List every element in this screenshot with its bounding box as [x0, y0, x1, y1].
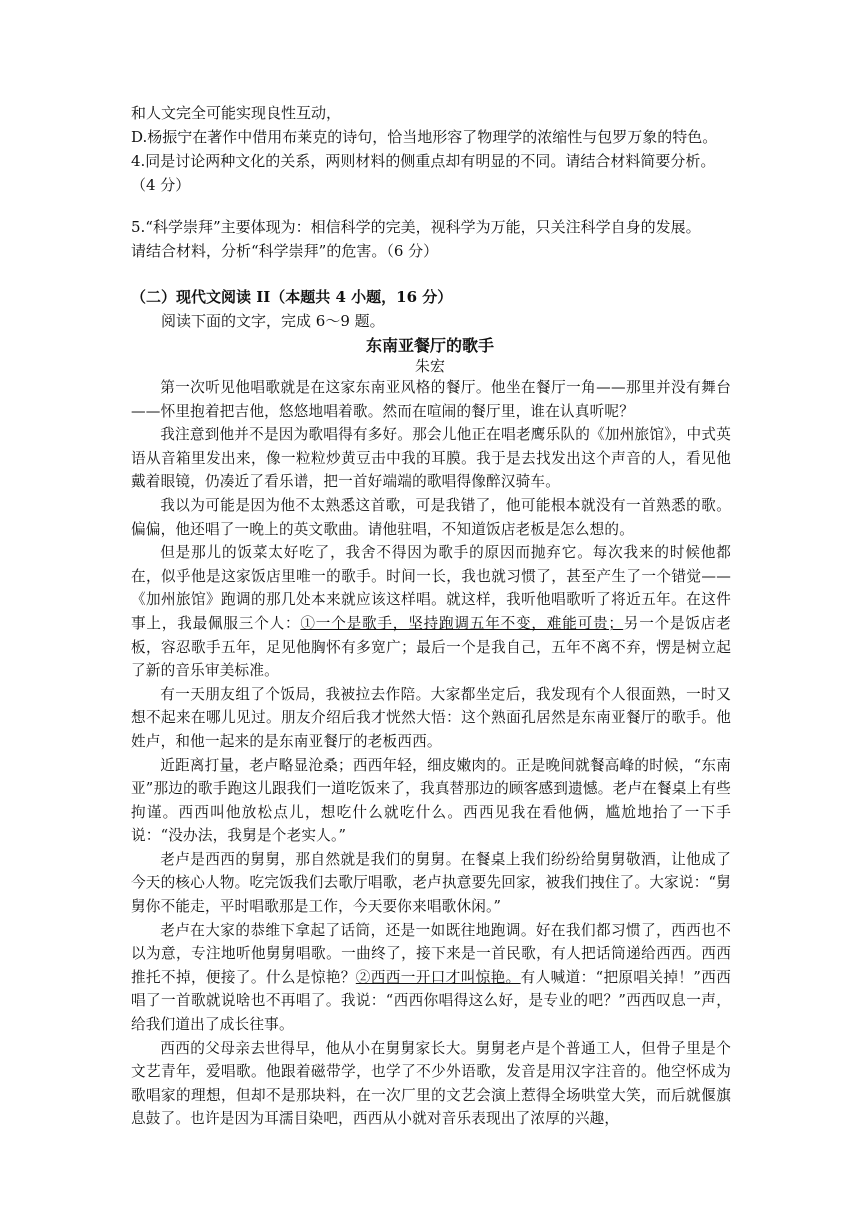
underlined-sentence-1: ①一个是歌手，坚持跑调五年不变，难能可贵； — [300, 614, 624, 632]
paragraph-6: 近距离打量，老卢略显沧桑；西西年轻，细皮嫩肉的。正是晚间就餐高峰的时候，“东南亚”那边的歌手跑这儿跟我们一道吃饭来了，我真替那边的顾客感到遗憾。老卢在餐桌上有些拘谨。西西叫他放松点儿，想吃什么就吃什么。西西见我在看他俩，尴尬地抬了一下手说：“没办法，我舅是个老实人。” — [131, 756, 731, 845]
paragraph-5: 有一天朋友组了个饭局，我被拉去作陪。大家都坐定后，我发现有个人很面熟，一时又想不起来在哪儿见过。朋友介绍后我才恍然大悟：这个熟面孔居然是东南亚餐厅的歌手。他姓卢，和他一起来的是东南亚餐厅的老板西西。 — [131, 685, 731, 750]
paragraph-3: 我以为可能是因为他不太熟悉这首歌，可是我错了，他可能根本就没有一首熟悉的歌。偏偏，他还唱了一晚上的英文歌曲。请他驻唱，不知道饭店老板是怎么想的。 — [131, 496, 731, 538]
article-title: 东南亚餐厅的歌手 — [365, 336, 494, 355]
paragraph-4-text-a: 但是那儿的饭菜太好吃了，我舍不得因为歌手的原因而抛弃它。每次我来的时候他都在，似乎他是这家饭店里唯一的歌手。时间一长，我也就习惯了，甚至产生了一个错觉——《加州旅馆》跑调的那几处本来就应该这样唱。就这样，我听他唱歌听了将近五年。在这件事上，我最佩服三个人： — [131, 544, 731, 632]
article-body — [131, 376, 731, 1131]
section-heading: （二）现代文阅读 II（本题共 4 小题，16 分） — [131, 288, 453, 306]
underlined-sentence-2: ②西西一开口才叫惊艳。 — [355, 968, 521, 986]
paragraph-9: 西西的父母亲去世得早，他从小在舅舅家长大。舅舅老卢是个普通工人，但骨子里是个文艺青年，爱唱歌。他跟着磁带学，也学了不少外语歌，发音是用汉字注音的。他空怀成为歌唱家的理想，但却不是那块料，在一次厂里的文艺会演上惹得全场哄堂大笑，而后就偃旗息鼓了。也许是因为耳濡目染吧，西西从小就对音乐表现出了浓厚的兴趣， — [131, 1039, 731, 1128]
paragraph-8 — [131, 919, 731, 1037]
paragraph-8-text-a: 老卢在大家的恭维下拿起了话筒，还是一如既往地跑调。好在我们都习惯了，西西也不以为意，专注地听他舅舅唱歌。一曲终了，接下来是一首民歌，有人把话筒递给西西。西西推托不掉，便接了。什么是惊艳？ — [131, 921, 731, 986]
question-3-option-c-tail: 和人文完全可能实现良性互动， — [131, 104, 342, 122]
question-3-option-d: D.杨振宁在著作中借用布莱克的诗句，恰当地形容了物理学的浓缩性与包罗万象的特色。 — [131, 128, 718, 146]
paragraph-4 — [131, 541, 731, 683]
paragraph-7: 老卢是西西的舅舅，那自然就是我们的舅舅。在餐桌上我们纷纷给舅舅敬酒，让他成了今天的核心人物。吃完饭我们去歌厅唱歌，老卢执意要先回家，被我们拽住了。大家说：“舅舅你不能走，平时唱歌那是工作，今天要你来唱歌休闲。” — [131, 850, 731, 916]
article-author: 朱宏 — [414, 357, 445, 375]
question-4-score: （4 分） — [131, 176, 191, 194]
question-4-text: 4.同是讨论两种文化的关系，两则材料的侧重点却有明显的不同。请结合材料简要分析。 — [131, 152, 716, 170]
paragraph-2: 我注意到他并不是因为歌唱得有多好。那会儿他正在唱老鹰乐队的《加州旅馆》，中式英语从音箱里发出来，像一粒粒炒黄豆击中我的耳膜。我于是去找发出这个声音的人，看见他戴着眼镜，仍凑近了看乐谱，把一首好端端的歌唱得像醉汉骑车。 — [131, 426, 731, 491]
question-5-prompt: 请结合材料，分析“科学崇拜”的危害。（6 分） — [131, 242, 439, 260]
section-instruction: 阅读下面的文字，完成 6～9 题。 — [161, 312, 385, 330]
paragraph-1: 第一次听见他唱歌就是在这家东南亚风格的餐厅。他坐在餐厅一角——那里并没有舞台——怀里抱着把吉他，悠悠地唱着歌。然而在喧闹的餐厅里，谁在认真听呢？ — [131, 379, 731, 420]
paragraph-4-text-b: 另一个是饭店老板，容忍歌手五年，足见他胸怀有多宽广；最后一个是我自己，五年不离不弃，愣是树立起了新的音乐审美标准。 — [131, 614, 732, 680]
question-5-text: 5.“科学崇拜”主要体现为：相信科学的完美，视科学为万能，只关注科学自身的发展。 — [131, 218, 701, 236]
paragraph-8-text-b: 有人喊道：“把原唱关掉！”西西唱了一首歌就说啥也不再唱了。我说：“西西你唱得这么好，是专业的吧？”西西叹息一声，给我们道出了成长往事。 — [131, 968, 731, 1034]
